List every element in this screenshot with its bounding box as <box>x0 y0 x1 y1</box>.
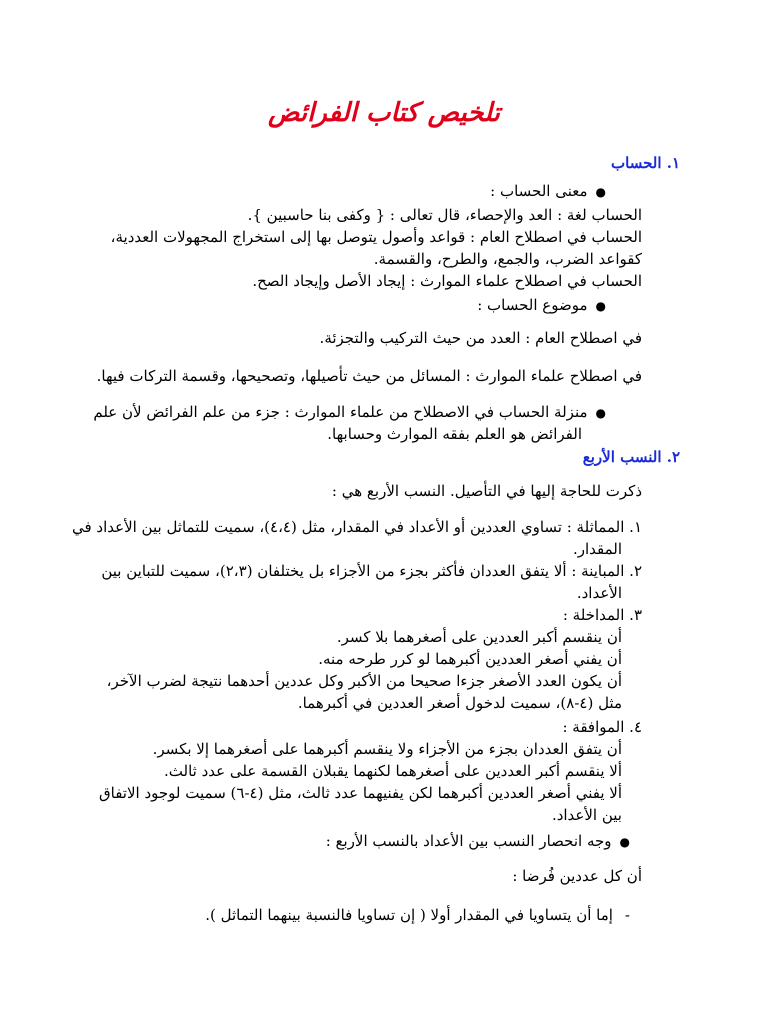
paragraph-line: الأعداد. <box>576 584 622 602</box>
bullet-item-rank <box>0 402 768 423</box>
paragraph-line: الحساب في اصطلاح العام : قواعد وأصول يتوصل بها إلى استخراج المجهولات العددية، <box>110 228 642 246</box>
paragraph-line: أن يتفق العددان بجزء من الأجزاء ولا ينقسم أكبرهما على أصغرهما إلا بكسر. <box>152 740 622 758</box>
bullet-icon: ● <box>595 185 606 199</box>
bullet-icon: ● <box>595 406 606 420</box>
list-item-disparity: ٢. المباينة : ألا يتفق العددان فأكثر بجزء من الأجزاء بل يختلفان (٢،٣)، سميت للتباين بين <box>101 562 642 580</box>
section-heading-four-ratios: ٢. النسب الأربع <box>582 448 680 466</box>
bullet-text: موضوع الحساب : <box>477 296 588 314</box>
paragraph-line: في اصطلاح العام : العدد من حيث التركيب والتجزئة. <box>319 329 642 347</box>
bullet-text: وجه انحصار النسب بين الأعداد بالنسب الأربع : <box>325 832 612 850</box>
paragraph-line: الفرائض هو العلم بفقه الموارث وحسابها. <box>327 425 582 443</box>
paragraph-line: الحساب في اصطلاح علماء الموارث : إيجاد الأصل وإيجاد الصح. <box>252 272 642 290</box>
paragraph-line: أن يفني أصغر العددين أكبرهما لو كرر طرحه منه. <box>318 650 622 668</box>
section-heading-arithmetic: ١. الحساب <box>611 154 680 172</box>
dash-icon: - <box>624 906 630 924</box>
dash-item-either <box>0 905 768 925</box>
page-title: تلخيص كتاب الفرائض <box>267 98 500 128</box>
paragraph-line: المقدار. <box>572 540 622 558</box>
bullet-item-reason <box>0 831 768 852</box>
paragraph-line: ألا ينقسم أكبر العددين على أصغرهما لكنهما يقبلان القسمة على عدد ثالث. <box>164 762 622 780</box>
list-item-overlap: ٣. المداخلة : <box>562 606 642 624</box>
paragraph-line: أن يكون العدد الأصغر جزءا صحيحا من الأكبر وكل عددين أحدهما نتيجة لضرب الآخر، <box>106 672 622 690</box>
paragraph-line: أن ينقسم أكبر العددين على أصغرهما بلا كسر. <box>336 628 622 646</box>
bullet-icon: ● <box>619 835 630 849</box>
bullet-item-meaning <box>0 181 768 202</box>
bullet-item-subject <box>0 295 768 316</box>
paragraph-line: ألا يفني أصغر العددين أكبرهما لكن يفنيهما عدد ثالث، مثل (٤-٦) سميت لوجود الاتفاق <box>99 784 622 802</box>
paragraph-line: بين الأعداد. <box>551 806 622 824</box>
paragraph-line: في اصطلاح علماء الموارث : المسائل من حيث تأصيلها، وتصحيحها، وقسمة التركات فيها. <box>96 367 642 385</box>
paragraph-line: مثل (٤-٨)، سميت لدخول أصغر العددين في أكبرهما. <box>297 694 622 712</box>
list-item-agreement: ٤. الموافقة : <box>562 718 642 736</box>
paragraph-line: ذكرت للحاجة إليها في التأصيل. النسب الأربع هي : <box>331 482 642 500</box>
bullet-icon: ● <box>595 299 606 313</box>
dash-text: إما أن يتساويا في المقدار أولا ( إن تساويا فالنسبة بينهما التماثل ). <box>205 906 613 924</box>
bullet-text: منزلة الحساب في الاصطلاح من علماء الموارث : جزء من علم الفرائض لأن علم <box>93 403 588 421</box>
paragraph-line: أن كل عددين فُرضا : <box>512 867 642 885</box>
paragraph-line: كقواعد الضرب، والجمع، والطرح، والقسمة. <box>373 250 642 268</box>
bullet-text: معنى الحساب : <box>490 182 588 200</box>
list-item-equality: ١. المماثلة : تساوي العددين أو الأعداد في المقدار، مثل (٤،٤)، سميت للتماثل بين الأعداد في <box>71 518 642 536</box>
paragraph-line: الحساب لغة : العد والإحصاء، قال تعالى : { وكفى بنا حاسبين }. <box>247 206 642 224</box>
